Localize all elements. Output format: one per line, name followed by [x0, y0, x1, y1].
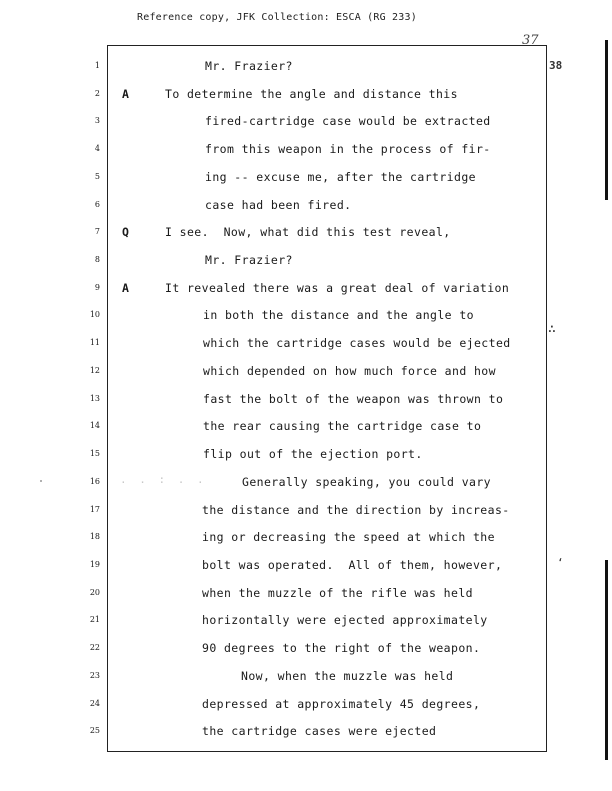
line-text: It revealed there was a great deal of variation [165, 280, 510, 295]
line-number: 5 [94, 171, 100, 181]
line-number: 17 [89, 504, 100, 514]
line-text: ing or decreasing the speed at which the [202, 530, 495, 545]
line-text: Mr. Frazier? [205, 59, 293, 73]
line-number: 25 [89, 726, 100, 736]
line-text: the cartridge cases were ejected [202, 724, 437, 739]
transcript-line [0, 362, 612, 380]
line-number: 11 [89, 338, 100, 348]
transcript-line [0, 639, 612, 657]
line-text: Generally speaking, you could vary [242, 474, 492, 489]
transcript-line [0, 196, 612, 214]
line-number: 16 [89, 476, 100, 486]
faint-scan-marks: . . : . . [120, 473, 207, 486]
line-number: 7 [94, 227, 100, 237]
margin-smudge: ∴ [548, 322, 556, 337]
line-text: 90 degrees to the right of the weapon. [202, 641, 481, 656]
line-number: 8 [94, 255, 100, 265]
line-number: 3 [94, 116, 100, 126]
margin-tick: ‘ [557, 556, 564, 569]
line-number: 15 [89, 449, 100, 459]
speaker-label: Q [122, 225, 129, 240]
line-number: 18 [89, 532, 100, 542]
line-text: case had been fired. [205, 197, 352, 212]
line-number: 14 [89, 421, 100, 431]
line-text: To determine the angle and distance this [165, 86, 458, 101]
line-text: which the cartridge cases would be ejected [203, 336, 511, 351]
transcript-line [0, 722, 612, 740]
speaker-label: A [122, 280, 129, 295]
transcript-line [0, 501, 612, 519]
line-number: 2 [94, 88, 100, 98]
line-number: 19 [89, 559, 100, 569]
line-number: 21 [89, 615, 100, 625]
transcript-line [0, 306, 612, 324]
transcript-line [0, 473, 612, 491]
transcript-line [0, 528, 612, 546]
line-text: Now, when the muzzle was held [241, 668, 454, 683]
transcript-line [0, 445, 612, 463]
transcript-line [0, 279, 612, 297]
line-number: 9 [94, 282, 100, 292]
transcript-line [0, 667, 612, 685]
transcript-line [0, 223, 612, 241]
line-number: 12 [89, 365, 100, 375]
line-text: fast the bolt of the weapon was thrown to [203, 391, 504, 406]
line-text: flip out of the ejection port. [203, 447, 423, 462]
transcript-line [0, 251, 612, 269]
transcript-line [0, 390, 612, 408]
line-number: 1 [94, 61, 100, 70]
transcript-line [0, 112, 612, 130]
transcript-line [0, 168, 612, 186]
line-text: Mr. Frazier? [205, 253, 293, 268]
line-text: depressed at approximately 45 degrees, [202, 696, 481, 711]
line-text: I see. Now, what did this test reveal, [165, 225, 451, 240]
line-number: 22 [89, 643, 100, 653]
line-text: the distance and the direction by increas- [202, 502, 510, 517]
transcript-line [0, 57, 612, 75]
transcript-line [0, 85, 612, 103]
line-text: from this weapon in the process of fir- [205, 142, 491, 157]
transcript-line [0, 417, 612, 435]
line-text: fired-cartridge case would be extracted [205, 114, 491, 129]
page-number: 37 [522, 33, 539, 48]
line-number: 20 [89, 587, 100, 597]
line-text: bolt was operated. All of them, however, [202, 557, 503, 572]
transcript-line [0, 556, 612, 574]
transcript-line [0, 611, 612, 629]
line-number: 4 [94, 144, 100, 154]
line-number: 23 [89, 670, 100, 680]
line-text: horizontally were ejected approximately [202, 613, 488, 628]
transcript-line [0, 334, 612, 352]
line-number: 10 [89, 310, 100, 320]
transcript-line [0, 695, 612, 713]
line-text: in both the distance and the angle to [203, 308, 474, 323]
line-text: when the muzzle of the rifle was held [202, 585, 473, 600]
transcript-line [0, 140, 612, 158]
line-number: 13 [89, 393, 100, 403]
reference-header: Reference copy, JFK Collection: ESCA (RG 233) [137, 12, 417, 23]
line-number: 6 [94, 199, 100, 209]
line-text: ing -- excuse me, after the cartridge [205, 169, 476, 184]
speaker-label: A [122, 86, 129, 101]
line-text: the rear causing the cartridge case to [203, 419, 482, 434]
line-text: which depended on how much force and how [203, 363, 496, 378]
corner-page-mark: 38 [549, 59, 563, 72]
line-number: 24 [89, 698, 100, 708]
transcript-line [0, 584, 612, 602]
